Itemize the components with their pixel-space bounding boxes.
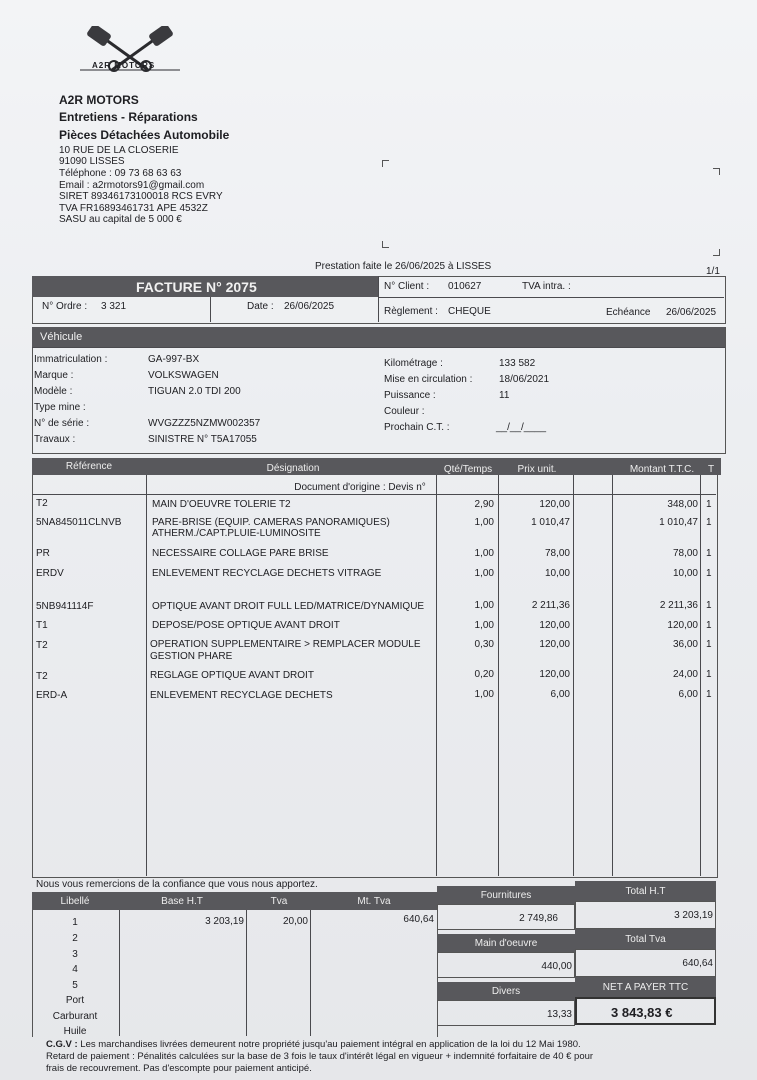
row-reference: 5NA845011CLNVB bbox=[36, 517, 122, 528]
net-payer-header bbox=[575, 977, 716, 997]
vehicle-label: Travaux : bbox=[34, 434, 76, 445]
row-qty: 0,20 bbox=[474, 669, 494, 680]
row-designation: PARE-BRISE (EQUIP. CAMERAS PANORAMIQUES) bbox=[152, 517, 390, 528]
row-designation: DEPOSE/POSE OPTIQUE AVANT DROIT bbox=[152, 620, 340, 631]
address-window-corner bbox=[713, 249, 720, 256]
divider bbox=[378, 297, 724, 298]
tax-row-label: 3 bbox=[72, 949, 78, 960]
order-value: 3 321 bbox=[101, 301, 127, 312]
tax-col-tva: Tva bbox=[270, 896, 288, 907]
vehicle-label: Kilométrage : bbox=[384, 358, 443, 369]
tax-col-base: Base H.T bbox=[161, 896, 203, 907]
tax-col-libelle: Libellé bbox=[60, 896, 90, 907]
divider bbox=[378, 276, 379, 322]
company-address-1: 10 RUE DE LA CLOSERIE bbox=[59, 145, 179, 156]
col-header-reference: Référence bbox=[65, 461, 113, 472]
row-designation: ENLEVEMENT RECYCLAGE DECHETS VITRAGE bbox=[152, 568, 382, 579]
column-divider bbox=[700, 475, 701, 876]
column-divider bbox=[436, 475, 437, 876]
divers-cell bbox=[437, 1000, 575, 1026]
company-tagline-2: Pièces Détachées Automobile bbox=[59, 128, 230, 142]
vehicle-value: GA-997-BX bbox=[148, 354, 200, 365]
row-amount: 24,00 bbox=[672, 669, 698, 680]
main-oeuvre-cell bbox=[437, 952, 575, 978]
address-window-corner bbox=[382, 160, 389, 167]
net-payer-value: 3 843,83 € bbox=[611, 1005, 673, 1020]
row-qty: 1,00 bbox=[474, 620, 494, 631]
vehicle-label: Puissance : bbox=[384, 390, 436, 401]
row-unit-price: 120,00 bbox=[539, 499, 570, 510]
row-unit-price: 10,00 bbox=[544, 568, 570, 579]
row-reference: ERD-A bbox=[36, 690, 68, 701]
client-label: N° Client : bbox=[384, 281, 430, 292]
row-t: 1 bbox=[706, 689, 712, 700]
vehicle-value: VOLKSWAGEN bbox=[148, 370, 219, 381]
row-qty: 1,00 bbox=[474, 600, 494, 611]
column-divider bbox=[146, 475, 147, 876]
tax-row-label: Carburant bbox=[52, 1011, 98, 1022]
row-reference: T2 bbox=[36, 671, 48, 682]
vehicle-header: Véhicule bbox=[40, 331, 83, 343]
company-tagline-1: Entretiens - Réparations bbox=[59, 110, 198, 124]
vehicle-value: 18/06/2021 bbox=[499, 374, 550, 385]
cgv-label: C.G.V : bbox=[46, 1039, 78, 1050]
company-phone: Téléphone : 09 73 68 63 63 bbox=[59, 168, 182, 179]
invoice-title: FACTURE N° 2075 bbox=[136, 279, 257, 295]
row-unit-price: 2 211,36 bbox=[531, 600, 570, 611]
row-t: 1 bbox=[706, 548, 712, 559]
main-oeuvre-value: 440,00 bbox=[541, 961, 572, 972]
document-origin: Document d'origine : Devis n° bbox=[294, 482, 426, 493]
col-header-t: T bbox=[707, 464, 715, 475]
row-unit-price: 1 010,47 bbox=[531, 517, 570, 528]
row-qty: 1,00 bbox=[474, 548, 494, 559]
vehicle-label: Marque : bbox=[34, 370, 74, 381]
echeance-label: Echéance bbox=[606, 307, 651, 318]
row-amount: 6,00 bbox=[678, 689, 698, 700]
row-t: 1 bbox=[706, 499, 712, 510]
col-header-unit-price: Prix unit. bbox=[517, 464, 557, 475]
tax-rate-value: 20,00 bbox=[282, 916, 308, 927]
tax-col-mt-tva: Mt. Tva bbox=[357, 896, 391, 907]
col-header-amount: Montant T.T.C. bbox=[629, 464, 695, 475]
row-reference: T2 bbox=[36, 640, 48, 651]
row-reference: 5NB941114F bbox=[36, 601, 94, 612]
row-qty: 2,90 bbox=[474, 499, 494, 510]
row-designation: MAIN D'OEUVRE TOLERIE T2 bbox=[152, 499, 291, 510]
reglement-value: CHEQUE bbox=[448, 306, 491, 317]
cgv-line-3: frais de recouvrement. Pas d'escompte pour paiement anticipé. bbox=[46, 1063, 312, 1074]
col-header-qty: Qté/Temps bbox=[443, 464, 493, 475]
vehicle-label: Modèle : bbox=[34, 386, 73, 397]
vehicle-value: SINISTRE N° T5A17055 bbox=[148, 434, 257, 445]
tax-base-value: 3 203,19 bbox=[205, 916, 244, 927]
vehicle-value: TIGUAN 2.0 TDI 200 bbox=[148, 386, 241, 397]
total-ht-value: 3 203,19 bbox=[674, 910, 713, 921]
invoice-title-bar bbox=[32, 276, 378, 297]
company-capital: SASU au capital de 5 000 € bbox=[59, 214, 182, 225]
column-divider bbox=[119, 910, 120, 1036]
fournitures-header bbox=[437, 886, 575, 904]
row-qty: 1,00 bbox=[474, 689, 494, 700]
divider bbox=[32, 347, 725, 348]
net-payer-cell bbox=[575, 997, 716, 1025]
tax-row-label: 4 bbox=[72, 964, 78, 975]
tax-row-label: 1 bbox=[72, 917, 78, 928]
fournitures-value: 2 749,86 bbox=[519, 913, 558, 924]
divider bbox=[210, 297, 211, 322]
address-window-corner bbox=[713, 168, 720, 175]
row-unit-price: 120,00 bbox=[539, 669, 570, 680]
row-reference: ERDV bbox=[36, 568, 64, 579]
column-divider bbox=[498, 475, 499, 876]
row-amount: 36,00 bbox=[672, 639, 698, 650]
row-designation: REGLAGE OPTIQUE AVANT DROIT bbox=[150, 670, 314, 681]
logo-text: A2R MOTORS bbox=[92, 61, 156, 70]
vehicle-label: N° de série : bbox=[34, 418, 90, 429]
total-ht-cell bbox=[575, 901, 716, 929]
row-t: 1 bbox=[706, 669, 712, 680]
fournitures-label: Fournitures bbox=[480, 890, 532, 901]
vehicle-label: Mise en circulation : bbox=[384, 374, 473, 385]
row-reference: PR bbox=[36, 548, 50, 559]
total-tva-header bbox=[575, 929, 716, 949]
row-qty: 1,00 bbox=[474, 517, 494, 528]
row-t: 1 bbox=[706, 568, 712, 579]
column-divider bbox=[310, 910, 311, 1036]
vehicle-value: 11 bbox=[499, 390, 510, 401]
row-designation: NECESSAIRE COLLAGE PARE BRISE bbox=[152, 548, 329, 559]
tax-amount-value: 640,64 bbox=[403, 914, 434, 925]
total-tva-value: 640,64 bbox=[682, 958, 713, 969]
reglement-label: Règlement : bbox=[384, 306, 438, 317]
column-divider bbox=[612, 475, 613, 876]
total-tva-cell bbox=[575, 949, 716, 977]
vehicle-value: WVGZZZ5NZMW002357 bbox=[148, 418, 261, 429]
tax-row-label: Port bbox=[65, 995, 85, 1006]
row-t: 1 bbox=[706, 600, 712, 611]
row-unit-price: 120,00 bbox=[539, 639, 570, 650]
total-ht-label: Total H.T bbox=[625, 886, 666, 897]
row-reference: T2 bbox=[36, 498, 48, 509]
row-amount: 78,00 bbox=[672, 548, 698, 559]
main-oeuvre-header bbox=[437, 934, 575, 952]
row-amount: 2 211,36 bbox=[659, 600, 698, 611]
row-designation-2: ATHERM./CAPT.PLUIE-LUMINOSITE bbox=[152, 528, 321, 539]
main-oeuvre-label: Main d'oeuvre bbox=[474, 938, 538, 949]
row-amount: 10,00 bbox=[672, 568, 698, 579]
company-email: Email : a2rmotors91@gmail.com bbox=[59, 180, 205, 191]
vehicle-value: 133 582 bbox=[499, 358, 536, 369]
row-unit-price: 6,00 bbox=[550, 689, 570, 700]
tax-row-label: 5 bbox=[72, 980, 78, 991]
row-t: 1 bbox=[706, 620, 712, 631]
row-qty: 1,00 bbox=[474, 568, 494, 579]
company-siret: SIRET 89346173100018 RCS EVRY bbox=[59, 191, 223, 202]
row-amount: 120,00 bbox=[667, 620, 698, 631]
row-designation: ENLEVEMENT RECYCLAGE DECHETS bbox=[150, 690, 333, 701]
net-payer-label: NET A PAYER TTC bbox=[602, 982, 689, 993]
prestation-line: Prestation faite le 26/06/2025 à LISSES bbox=[315, 261, 492, 272]
total-ht-header bbox=[575, 881, 716, 901]
col-header-designation: Désignation bbox=[266, 463, 320, 474]
column-divider bbox=[246, 910, 247, 1036]
row-designation: OPTIQUE AVANT DROIT FULL LED/MATRICE/DYNAMIQUE bbox=[152, 601, 425, 612]
page-number: 1/1 bbox=[706, 266, 720, 277]
company-tva: TVA FR16893461731 APE 4532Z bbox=[59, 203, 208, 214]
date-label: Date : bbox=[247, 301, 274, 312]
row-qty: 0,30 bbox=[474, 639, 494, 650]
row-reference: T1 bbox=[36, 620, 48, 631]
row-t: 1 bbox=[706, 517, 712, 528]
divers-value: 13,33 bbox=[546, 1009, 572, 1020]
row-amount: 348,00 bbox=[667, 499, 698, 510]
row-unit-price: 78,00 bbox=[544, 548, 570, 559]
vehicle-label: Immatriculation : bbox=[34, 354, 108, 365]
row-designation-2: GESTION PHARE bbox=[150, 651, 233, 662]
order-label: N° Ordre : bbox=[42, 301, 88, 312]
vehicle-value: __/__/____ bbox=[496, 422, 547, 433]
total-tva-label: Total Tva bbox=[625, 934, 666, 945]
divers-label: Divers bbox=[491, 986, 521, 997]
echeance-value: 26/06/2025 bbox=[666, 307, 717, 318]
date-value: 26/06/2025 bbox=[284, 301, 335, 312]
thanks-message: Nous vous remercions de la confiance que vous nous apportez. bbox=[36, 879, 318, 890]
cgv-line-1 bbox=[46, 1039, 581, 1051]
company-address-2: 91090 LISSES bbox=[59, 156, 125, 167]
divers-header bbox=[437, 982, 575, 1000]
address-window-corner bbox=[382, 241, 389, 248]
company-logo bbox=[78, 26, 182, 88]
column-divider bbox=[573, 475, 574, 876]
row-t: 1 bbox=[706, 639, 712, 650]
tax-row-label: Huile bbox=[63, 1026, 87, 1037]
row-designation: OPERATION SUPPLEMENTAIRE > REMPLACER MODULE bbox=[150, 639, 421, 650]
cgv-text-1: Les marchandises livrées demeurent notre propriété jusqu'au paiement intégral en application de la loi du 12 Mai 1980. bbox=[77, 1039, 581, 1050]
company-name: A2R MOTORS bbox=[59, 93, 139, 107]
vehicle-label: Prochain C.T. : bbox=[384, 422, 450, 433]
divider bbox=[32, 494, 716, 495]
fournitures-cell bbox=[437, 904, 575, 930]
vehicle-label: Couleur : bbox=[384, 406, 425, 417]
client-value: 010627 bbox=[448, 281, 482, 292]
vehicle-header-bar bbox=[32, 327, 725, 347]
row-amount: 1 010,47 bbox=[659, 517, 698, 528]
tax-row-label: 2 bbox=[72, 933, 78, 944]
tva-intra-label: TVA intra. : bbox=[522, 281, 571, 292]
row-unit-price: 120,00 bbox=[539, 620, 570, 631]
vehicle-label: Type mine : bbox=[34, 402, 86, 413]
cgv-line-2: Retard de paiement : Pénalités calculées sur la base de 3 fois le taux d'intérêt légal en vigueur + indemnité forfaitaire de 40 € pour bbox=[46, 1051, 594, 1062]
